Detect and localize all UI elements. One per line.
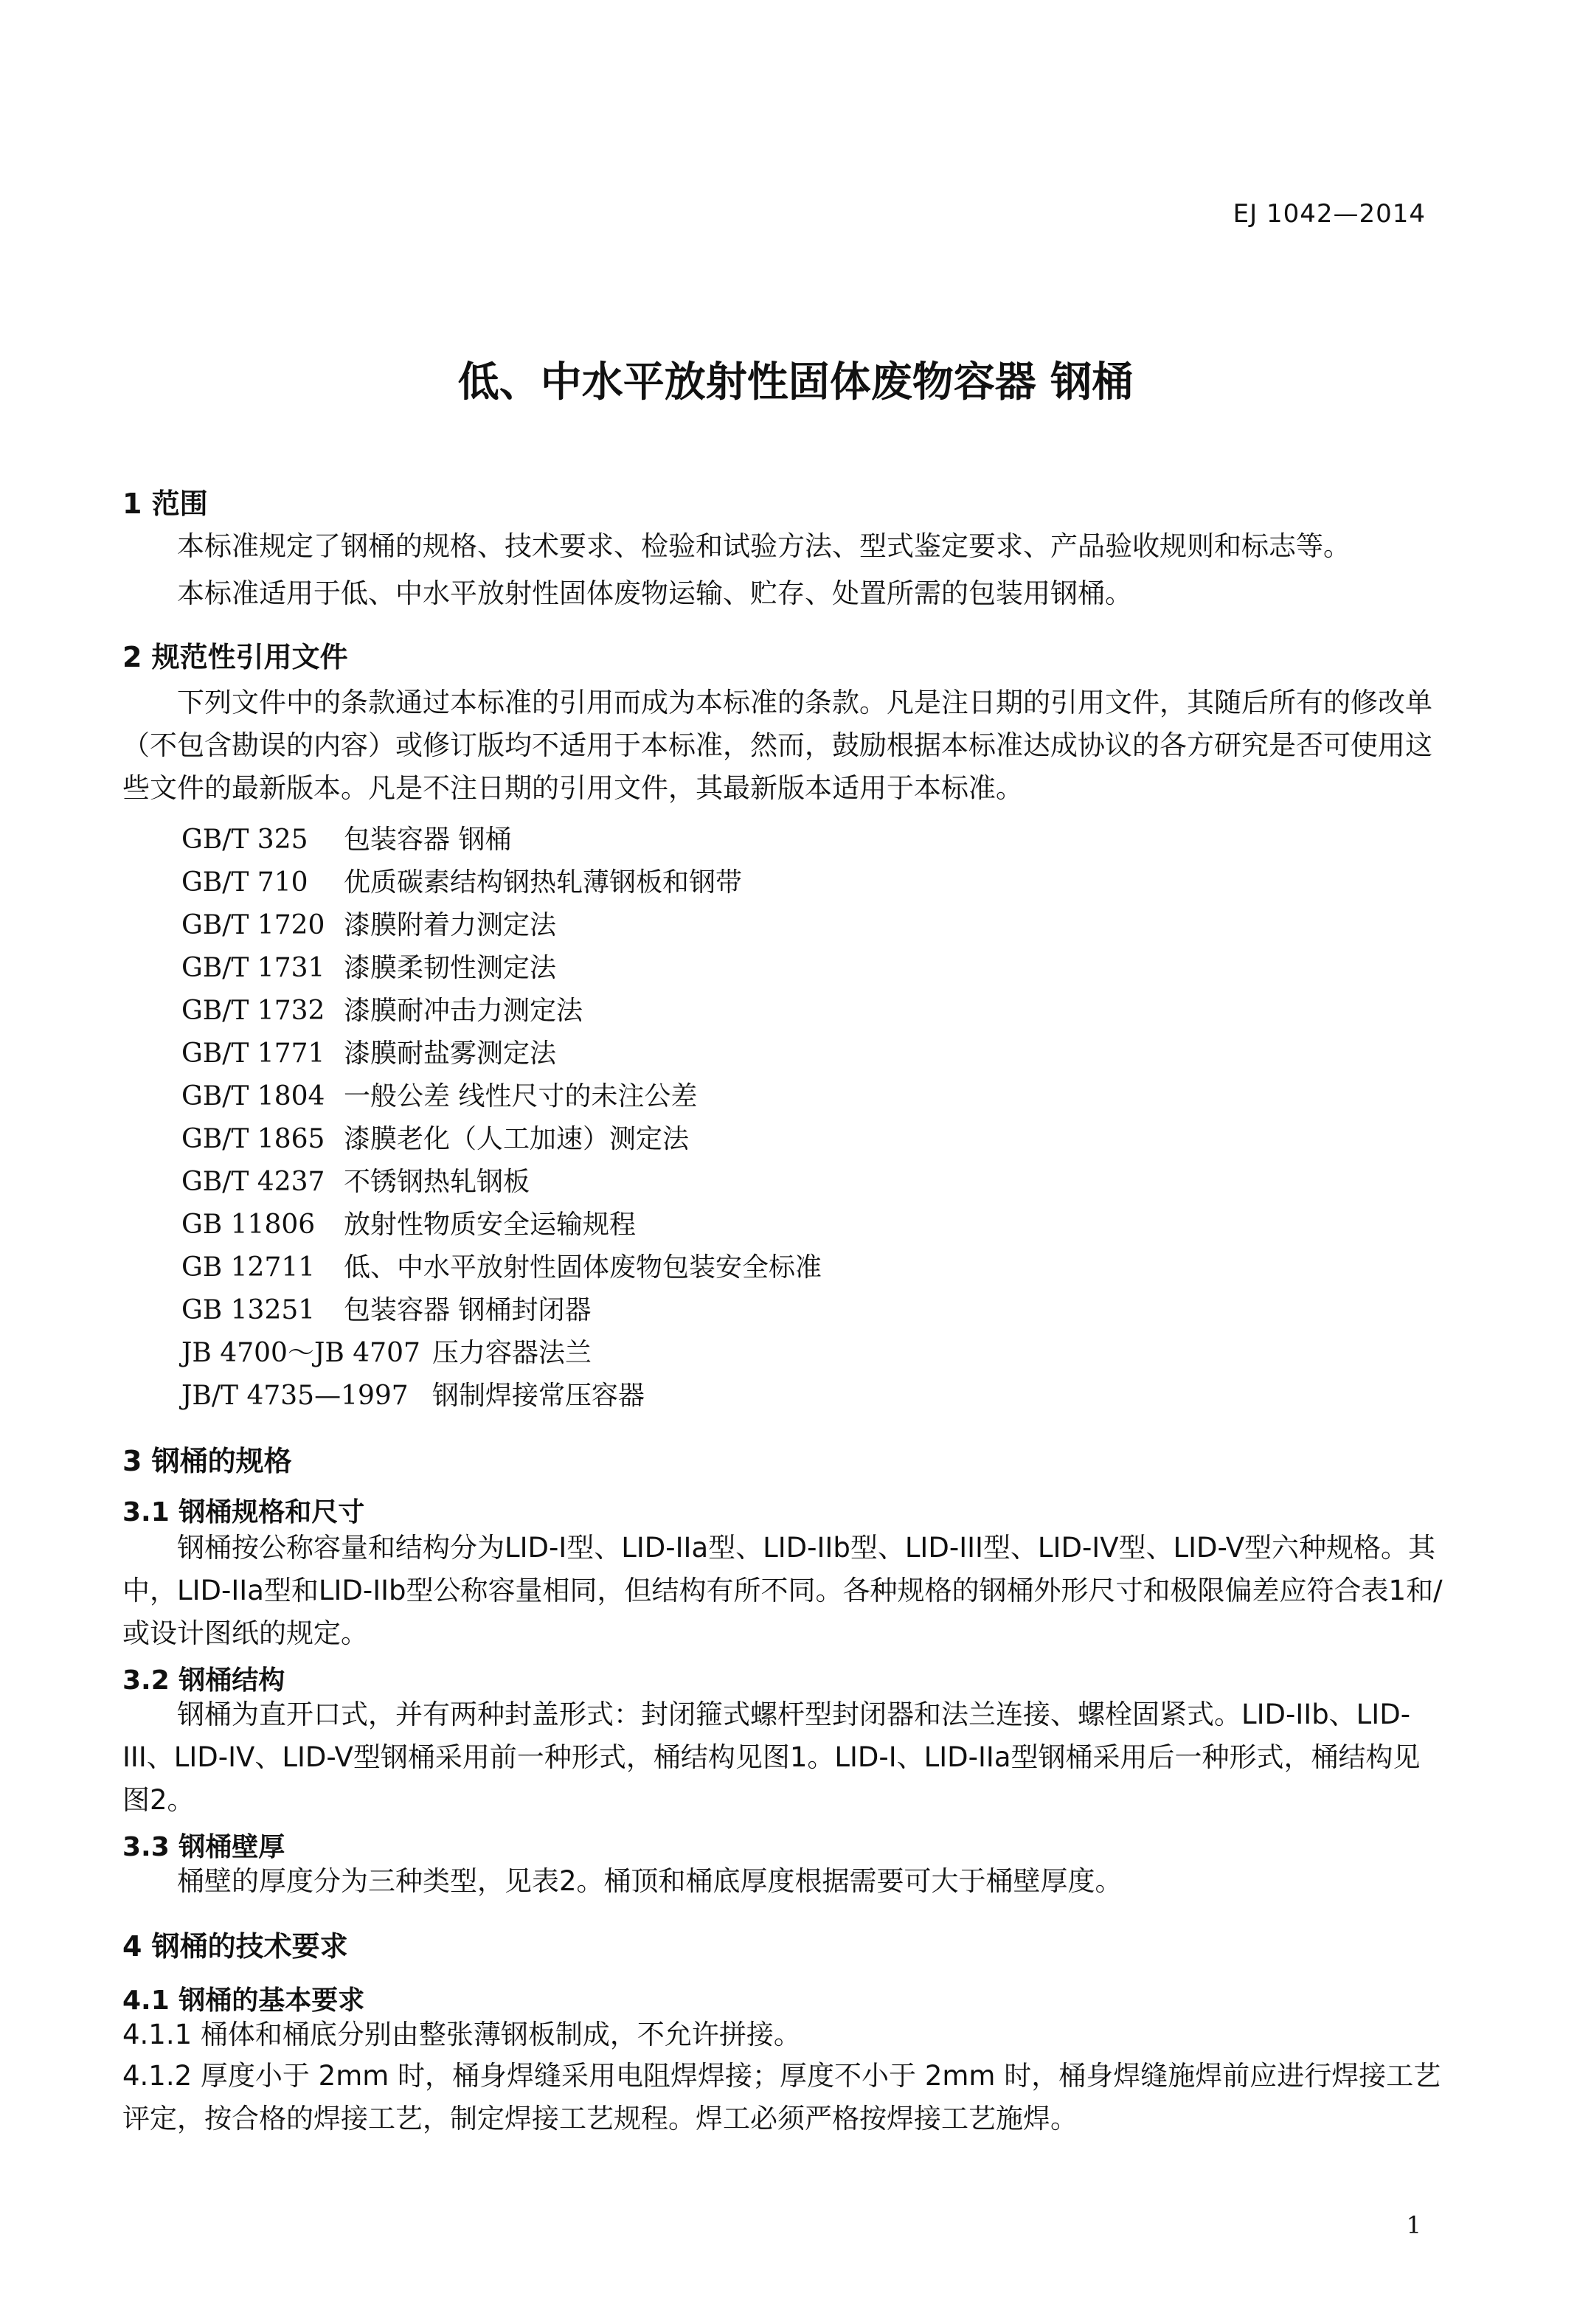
reference-code: GB/T 1865: [181, 1124, 325, 1154]
reference-item: [181, 947, 556, 985]
reference-title: 包装容器 钢桶封闭器: [344, 1295, 592, 1325]
reference-item: [181, 904, 556, 942]
section-2-heading: 2 规范性引用文件: [122, 641, 348, 673]
page-title: 低、中水平放射性固体废物容器 钢桶: [457, 358, 1134, 406]
reference-item: [181, 990, 583, 1027]
section-1-para-2: [122, 572, 1443, 615]
section-1-heading: 1 范围: [122, 488, 208, 520]
reference-title: 漆膜附着力测定法: [344, 910, 557, 940]
section-3-3-text: [122, 1860, 1443, 1903]
reference-item: [181, 1332, 592, 1370]
reference-title: 包装容器 钢桶: [344, 825, 512, 855]
section-4-1-heading: 4.1 钢桶的基本要求: [122, 1985, 365, 2016]
reference-title: 压力容器法兰: [432, 1338, 592, 1368]
reference-title: 漆膜耐冲击力测定法: [344, 996, 583, 1026]
reference-title: 放射性物质安全运输规程: [344, 1210, 637, 1240]
reference-code: GB/T 1732: [181, 996, 325, 1026]
reference-item: [181, 1033, 556, 1070]
reference-title: 不锈钢热轧钢板: [344, 1167, 530, 1197]
section-3-2-text: [122, 1693, 1443, 1822]
reference-item: [181, 1118, 689, 1156]
reference-code: GB/T 710: [181, 867, 308, 898]
section-3-2-heading: 3.2 钢桶结构: [122, 1665, 285, 1696]
reference-title: 一般公差 线性尺寸的未注公差: [344, 1081, 698, 1111]
reference-title: 漆膜柔韧性测定法: [344, 953, 557, 983]
reference-code: JB/T 4735—1997: [181, 1381, 409, 1411]
standard-code: EJ 1042—2014: [1233, 199, 1426, 229]
reference-item: [181, 861, 742, 899]
section-4-heading: 4 钢桶的技术要求: [122, 1930, 348, 1963]
reference-code: GB/T 1731: [181, 953, 325, 983]
section-4-1-2: 4.1.2 厚度小于 2mm 时，桶身焊缝采用电阻焊焊接；厚度不小于 2mm 时，桶身焊缝施焊前应进行焊接工艺评定，按合格的焊接工艺，制定焊接工艺规程。焊工必须严格按焊接工艺施焊。: [122, 2060, 1441, 2134]
reference-code: GB/T 1720: [181, 910, 325, 940]
section-4-1-1: 4.1.1 桶体和桶底分别由整张薄钢板制成，不允许拼接。: [122, 2019, 801, 2050]
section-3-1-heading: 3.1 钢桶规格和尺寸: [122, 1497, 365, 1527]
reference-code: GB/T 1804: [181, 1081, 325, 1111]
reference-item: [181, 1075, 697, 1113]
section-1-para-1: [122, 525, 1443, 568]
reference-code: GB 12711: [181, 1252, 316, 1283]
section-3-heading: 3 钢桶的规格: [122, 1445, 292, 1477]
reference-code: GB 11806: [181, 1210, 316, 1240]
reference-code: GB/T 4237: [181, 1167, 325, 1197]
section-3-3-text-body: 桶壁的厚度分为三种类型，见表2。桶顶和桶底厚度根据需要可大于桶壁厚度。: [177, 1865, 1123, 1897]
reference-item: [181, 1246, 822, 1284]
reference-item: [181, 1375, 645, 1412]
reference-item: [181, 1161, 530, 1199]
section-3-3-heading: 3.3 钢桶壁厚: [122, 1832, 285, 1862]
section-1-para-2-text: 本标准适用于低、中水平放射性固体废物运输、贮存、处置所需的包装用钢桶。: [177, 577, 1132, 609]
section-3-2-text-body: 钢桶为直开口式，并有两种封盖形式：封闭箍式螺杆型封闭器和法兰连接、螺栓固紧式。LID-IIb、LID-III、LID-IV、LID-V型钢桶采用前一种形式，桶结构见图1。LID-I、LID-IIa型钢桶采用后一种形式，桶结构见图2。: [122, 1699, 1421, 1816]
reference-item: [181, 1204, 636, 1241]
section-3-1-text-body: 钢桶按公称容量和结构分为LID-I型、LID-IIa型、LID-IIb型、LID-III型、LID-IV型、LID-V型六种规格。其中，LID-IIa型和LID-IIb型公称容量相同，但结构有所不同。各种规格的钢桶外形尺寸和极限偏差应符合表1和/或设计图纸的规定。: [122, 1532, 1443, 1649]
reference-code: JB 4700～JB 4707: [181, 1338, 420, 1368]
page-number: 1: [1406, 2211, 1421, 2239]
section-2-intro-text: 下列文件中的条款通过本标准的引用而成为本标准的条款。凡是注日期的引用文件，其随后所有的修改单（不包含勘误的内容）或修订版均不适用于本标准，然而，鼓励根据本标准达成协议的各方研究是否可使用这些文件的最新版本。凡是不注日期的引用文件，其最新版本适用于本标准。: [122, 687, 1432, 804]
reference-title: 漆膜耐盐雾测定法: [344, 1038, 557, 1069]
reference-item: [181, 819, 511, 856]
section-1-para-1-text: 本标准规定了钢桶的规格、技术要求、检验和试验方法、型式鉴定要求、产品验收规则和标志等。: [177, 530, 1351, 562]
section-3-1-text: [122, 1527, 1443, 1655]
reference-title: 优质碳素结构钢热轧薄钢板和钢带: [344, 867, 743, 898]
reference-code: GB 13251: [181, 1295, 316, 1325]
reference-title: 低、中水平放射性固体废物包装安全标准: [344, 1252, 822, 1283]
reference-title: 钢制焊接常压容器: [432, 1381, 645, 1411]
reference-code: GB/T 1771: [181, 1038, 325, 1069]
reference-title: 漆膜老化（人工加速）测定法: [344, 1124, 690, 1154]
reference-item: [181, 1289, 591, 1327]
reference-code: GB/T 325: [181, 825, 308, 855]
section-2-intro: [122, 681, 1443, 810]
